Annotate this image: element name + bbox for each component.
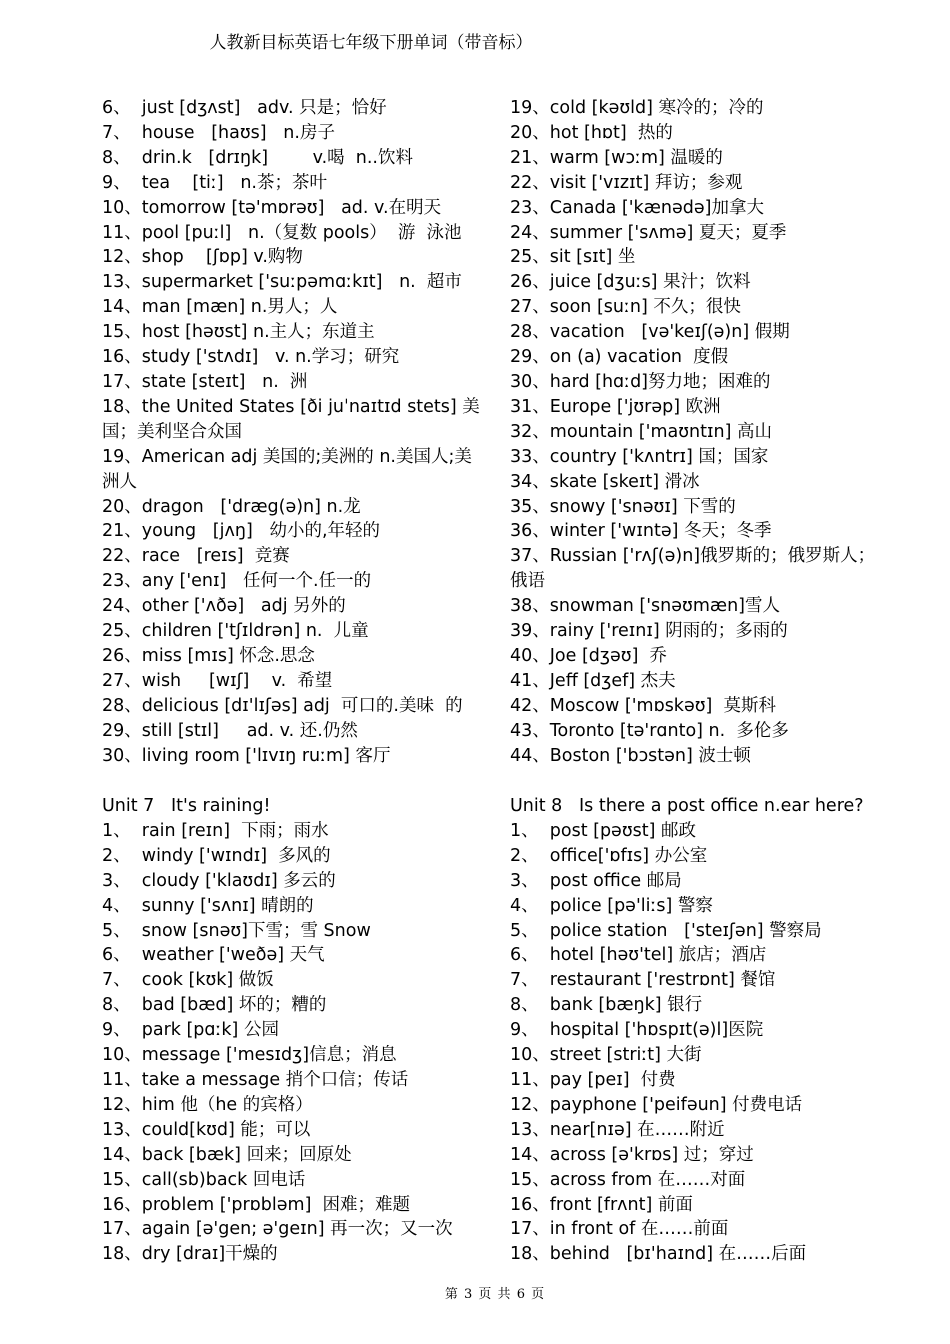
vocab-entry: 9、 tea [tiː] n.茶；茶叶: [102, 172, 327, 193]
vocab-entry: 20、dragon ['dræg(ə)n] n.龙: [102, 496, 361, 517]
vocab-entry: 4、 sunny ['sʌnɪ] 晴朗的: [102, 895, 314, 916]
vocab-entry: 14、across [ə'krɒs] 过；穿过: [510, 1144, 754, 1165]
vocab-entry: 5、 snow [snəʊ]下雪；雪 Snow: [102, 920, 371, 941]
vocab-entry: 7、 restaurant ['restrɒnt] 餐馆: [510, 970, 776, 991]
vocab-entry: 24、summer ['sʌmə] 夏天；夏季: [510, 222, 787, 243]
vocab-entry: 36、winter ['wɪntə] 冬天；冬季: [510, 521, 772, 542]
vocab-entry: 34、skate [skeɪt] 滑冰: [510, 471, 700, 492]
vocab-entry: 8、 drin.k [drɪŋk] v.喝 n..饮料: [102, 147, 413, 168]
vocab-entry: 22、visit ['vɪzɪt] 拜访；参观: [510, 172, 743, 193]
vocab-entry: 15、across from 在……对面: [510, 1169, 746, 1190]
vocab-entry: 15、call(sb)back 回电话: [102, 1169, 306, 1190]
vocab-entry: 30、hard [hɑːd]努力地；困难的: [510, 371, 771, 392]
vocab-entry: 40、Joe [dʒəʊ] 乔: [510, 645, 668, 666]
unit-7-word-list: [102, 819, 502, 1267]
vocab-entry: 28、delicious [dɪ'lɪʃəs] adj 可口的.美味 的: [102, 695, 463, 716]
vocab-entry: 14、man [mæn] n.男人；人: [102, 297, 338, 318]
vocab-entry: 8、 bank [bæŋk] 银行: [510, 995, 703, 1016]
vocab-entry: 29、on (a) vacation 度假: [510, 347, 729, 368]
vocab-entry: 6、 just [dʒʌst] adv. 只是；恰好: [102, 98, 387, 118]
vocab-entry: 2、 windy ['wɪndɪ] 多风的: [102, 845, 331, 866]
vocab-entry: 26、miss [mɪs] 怀念.思念: [102, 645, 315, 666]
page-footer: 第 3 页 共 6 页: [444, 1287, 546, 1302]
vocab-entry: 25、sit [sɪt] 坐: [510, 247, 636, 268]
vocab-entry: 2、 office['ɒfɪs] 办公室: [510, 845, 708, 866]
vocab-entry: 1、 post [pəʊst] 邮政: [510, 820, 696, 841]
unit-8-section: [510, 794, 910, 1267]
unit-8-word-list: [510, 819, 910, 1267]
vocab-entry: 35、snowy ['snəʊɪ] 下雪的: [510, 496, 736, 517]
vocab-entry: 5、 police station ['steɪʃən] 警察局: [510, 920, 822, 941]
vocab-entry: 8、 bad [bæd] 坏的；糟的: [102, 995, 327, 1016]
vocab-entry: 28、vacation [və'keɪʃ(ə)n] 假期: [510, 322, 790, 343]
vocab-entry: 3、 cloudy ['klaʊdɪ] 多云的: [102, 870, 336, 891]
vocab-entry: 21、young [jʌŋ] 幼小的,年轻的: [102, 521, 381, 542]
vocab-entry: 16、study ['stʌdɪ] v. n.学习；研究: [102, 347, 400, 368]
vocab-entry: 11、take a message 捎个口信；传话: [102, 1069, 409, 1090]
vocab-entry: 16、problem ['prɒbləm] 困难；难题: [102, 1194, 411, 1215]
vocab-entry: 15、host [həʊst] n.主人；东道主: [102, 322, 375, 343]
vocab-entry: 38、snowman ['snəʊmæn]雪人: [510, 596, 780, 617]
unit-8-heading: Unit 8 Is there a post office n.ear here?: [510, 796, 864, 816]
vocab-entry: 37、Russian ['rʌʃ(ə)n]俄罗斯的；俄罗斯人；俄语: [510, 546, 876, 592]
vocab-entry: 13、supermarket ['suːpəmɑːkɪt] n. 超市: [102, 272, 462, 293]
vocab-entry: 42、Moscow ['mɒskəʊ] 莫斯科: [510, 695, 776, 716]
word-list-right-top: [510, 96, 910, 768]
vocab-entry: 33、country ['kʌntrɪ] 国；国家: [510, 446, 769, 467]
vocab-entry: 39、rainy ['reɪnɪ] 阴雨的；多雨的: [510, 621, 788, 642]
vocab-entry: 10、tomorrow [tə'mɒrəʊ] ad. v.在明天: [102, 197, 442, 218]
vocab-entry: 13、near[nɪə] 在……附近: [510, 1119, 725, 1140]
vocab-entry: 13、could[kʊd] 能；可以: [102, 1119, 311, 1140]
vocab-entry: 23、any ['enɪ] 任何一个.任一的: [102, 571, 372, 592]
vocab-entry: 20、hot [hɒt] 热的: [510, 122, 673, 143]
vocab-entry: 44、Boston ['bɔstən] 波士顿: [510, 745, 751, 766]
vocab-entry: 17、state [steɪt] n. 洲: [102, 371, 308, 392]
vocab-entry: 18、the United States [ði juˈnaɪtɪd stets] 美国；美利坚合众国: [102, 396, 480, 442]
vocab-entry: 19、cold [kəʊld] 寒冷的；冷的: [510, 98, 764, 118]
vocab-entry: 30、living room ['lɪvɪŋ ruːm] 客厅: [102, 745, 391, 766]
vocab-entry: 26、juice [dʒuːs] 果汁；饮料: [510, 272, 751, 293]
page-title: 人教新目标英语七年级下册单词（带音标）: [209, 33, 533, 53]
vocab-entry: 11、pay [peɪ] 付费: [510, 1069, 676, 1090]
vocab-entry: 12、him 他（he 的宾格）: [102, 1094, 313, 1115]
vocab-entry: 31、Europe ['jʊrəp] 欧洲: [510, 396, 721, 417]
vocab-entry: 29、still [stɪl] ad. v. 还.仍然: [102, 720, 358, 741]
vocab-entry: 17、again [ə'gen; ə'geɪn] 再一次；又一次: [102, 1219, 453, 1240]
vocab-entry: 12、shop [ʃɒp] v.购物: [102, 247, 303, 268]
vocab-entry: 18、dry [draɪ]干燥的: [102, 1244, 278, 1265]
vocab-entry: 12、payphone ['peifəun] 付费电话: [510, 1094, 803, 1115]
vocab-entry: 6、 hotel [həʊ'tel] 旅店；酒店: [510, 945, 767, 966]
vocab-entry: 27、wish [wɪʃ] v. 希望: [102, 670, 333, 691]
vocab-entry: 17、in front of 在……前面: [510, 1219, 729, 1240]
vocab-entry: 6、 weather ['weðə] 天气: [102, 945, 325, 966]
vocab-entry: 10、street [striːt] 大街: [510, 1045, 702, 1066]
vocab-entry: 21、warm [wɔːm] 温暖的: [510, 147, 723, 168]
vocab-entry: 10、message ['mesɪdʒ]信息；消息: [102, 1045, 397, 1066]
vocab-entry: 24、other ['ʌðə] adj 另外的: [102, 596, 346, 617]
vocab-entry: 7、 cook [kʊk] 做饭: [102, 970, 274, 991]
vocab-entry: 7、 house [haʊs] n.房子: [102, 122, 335, 143]
vocab-entry: 3、 post office 邮局: [510, 870, 682, 891]
word-list-left-top: [102, 96, 502, 768]
vocab-entry: 43、Toronto [tə'rɑnto] n. 多伦多: [510, 720, 789, 741]
vocab-entry: 18、behind [bɪ'haɪnd] 在……后面: [510, 1244, 807, 1265]
vocab-entry: 19、American adj 美国的;美洲的 n.美国人;美洲人: [102, 446, 472, 492]
vocab-entry: 22、race [reɪs] 竞赛: [102, 546, 290, 567]
vocab-entry: 25、children ['tʃɪldrən] n. 儿童: [102, 621, 369, 642]
vocab-entry: 32、mountain ['maʊntɪn] 高山: [510, 421, 772, 442]
vocab-entry: 9、 park [pɑːk] 公园: [102, 1020, 279, 1041]
vocab-entry: 23、Canada ['kænədə]加拿大: [510, 197, 764, 218]
vocab-entry: 16、front [frʌnt] 前面: [510, 1194, 693, 1215]
unit-7-section: [102, 794, 502, 1267]
vocab-entry: 11、pool [puːl] n.（复数 pools） 游 泳池: [102, 222, 462, 243]
unit-7-heading: Unit 7 It's raining!: [102, 796, 271, 816]
vocab-entry: 27、soon [suːn] 不久；很快: [510, 297, 741, 318]
vocab-entry: 41、Jeff [dʒef] 杰夫: [510, 670, 676, 691]
vocab-entry: 9、 hospital ['hɒspɪt(ə)l]医院: [510, 1020, 764, 1041]
vocab-entry: 4、 police [pə'liːs] 警察: [510, 895, 713, 916]
vocab-entry: 14、back [bæk] 回来；回原处: [102, 1144, 352, 1165]
vocab-entry: 1、 rain [reɪn] 下雨；雨水: [102, 820, 329, 841]
